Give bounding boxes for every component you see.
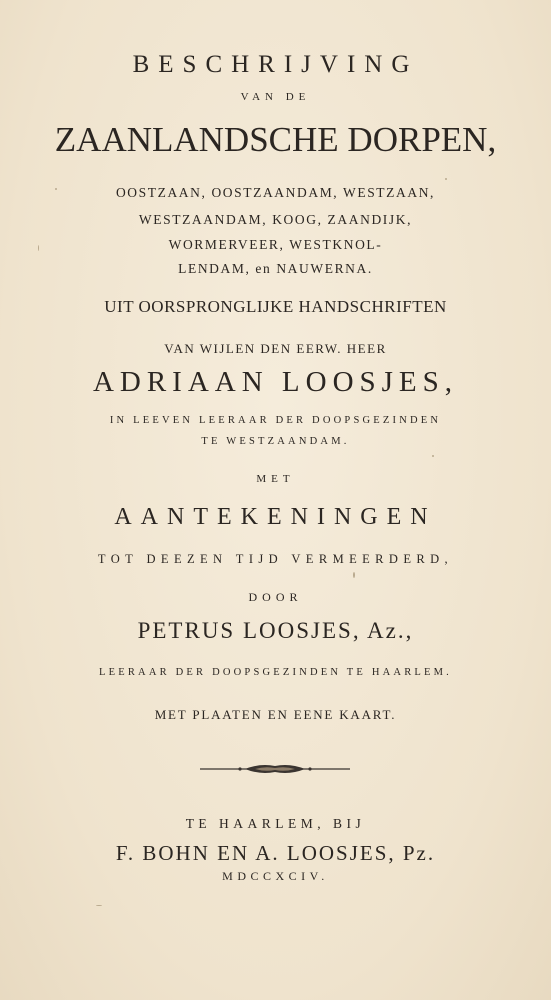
author-name: ADRIAAN LOOSJES, <box>92 366 459 398</box>
editor-description: LEERAAR DER DOOPSGEZINDEN TE HAARLEM. <box>99 667 452 678</box>
imprint-year: MDCCXCIV. <box>222 869 329 883</box>
title-line-1: BESCHRIJVING <box>132 51 419 78</box>
sources-line-2: VAN WIJLEN DEN EERW. HEER <box>164 341 387 356</box>
imprint-publishers: F. BOHN EN A. LOOSJES, Pz. <box>115 841 436 865</box>
by-label: DOOR <box>248 590 303 604</box>
paper-speck <box>96 905 102 906</box>
imprint-place: TE HAARLEM, BIJ <box>185 816 366 831</box>
updated-line: TOT DEEZEN TIJD VERMEERDERD, <box>97 552 454 566</box>
ornament-rule-icon <box>200 762 350 776</box>
places-line-2: WESTZAANDAM, KOOG, ZAANDIJK, <box>138 212 413 227</box>
sources-line-1: UIT OORSPRONGLIJKE HANDSCHRIFTEN <box>104 297 447 316</box>
paper-speck <box>432 455 434 457</box>
places-line-1: OOSTZAAN, OOSTZAANDAM, WESTZAAN, <box>115 185 436 200</box>
editor-name: PETRUS LOOSJES, Az., <box>137 618 414 643</box>
author-description-1: IN LEEVEN LEERAAR DER DOOPSGEZINDEN <box>109 415 442 426</box>
paper-speck <box>445 178 447 180</box>
paper-speck <box>38 245 39 251</box>
title-line-2: VAN DE <box>240 91 311 103</box>
main-title: ZAANLANDSCHE DORPEN, <box>54 120 497 159</box>
places-line-4: LENDAM, en NAUWERNA. <box>178 261 373 276</box>
plates-line: MET PLAATEN EN EENE KAART. <box>154 707 397 722</box>
annotations-heading: AANTEKENINGEN <box>114 504 437 530</box>
paper-speck <box>55 188 57 190</box>
places-line-3: WORMERVEER, WESTKNOL- <box>168 237 383 252</box>
paper-speck <box>353 572 355 578</box>
with-label: MET <box>256 473 295 485</box>
author-description-2: TE WESTZAANDAM. <box>201 436 350 447</box>
